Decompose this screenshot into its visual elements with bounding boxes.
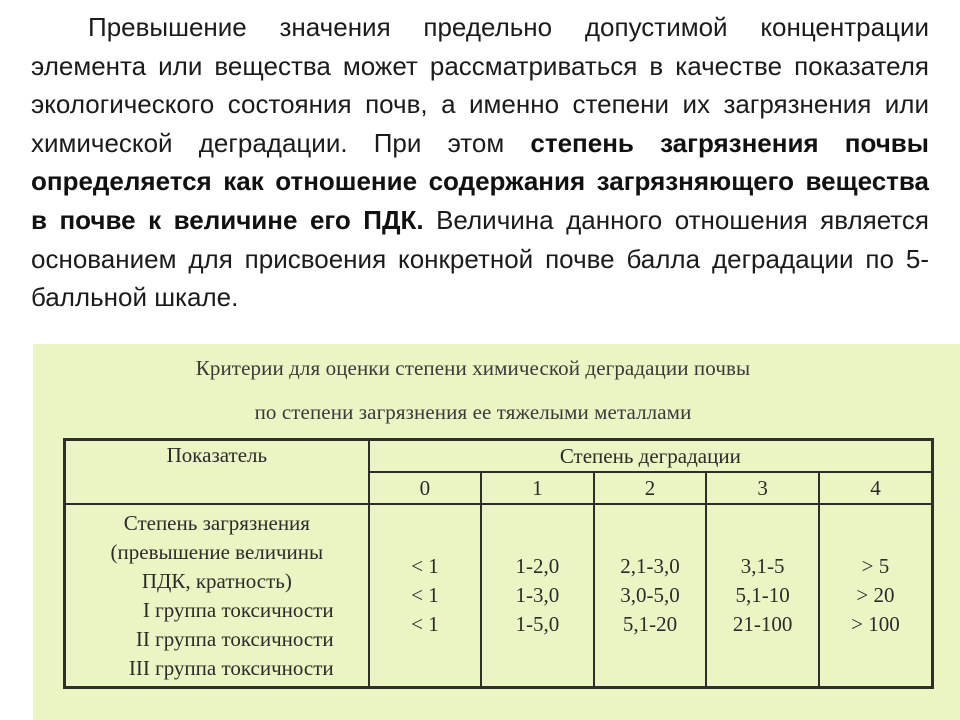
value-cell: > 100 xyxy=(851,612,900,636)
value-cell: 3,0-5,0 xyxy=(620,583,680,607)
paragraph-text-start: Превышение значения предельно допустимой концентрации элемента или вещества может рассматриваться в качестве показателя экологического состояния почв, а именно степени их загрязнения или химической деградации. При этом xyxy=(31,12,929,158)
table-caption-line-2: по степени загрязнения ее тяжелыми металлами xyxy=(254,400,692,424)
values-degree-4 xyxy=(819,504,933,688)
value-cell: 2,1-3,0 xyxy=(620,554,680,578)
degree-4: 4 xyxy=(819,472,933,504)
value-cell: 1-3,0 xyxy=(515,583,560,607)
degree-1: 1 xyxy=(481,472,594,504)
row-label-line-3: ПДК, кратность) xyxy=(141,568,292,593)
degree-3: 3 xyxy=(706,472,819,504)
intro-paragraph xyxy=(31,8,929,317)
table-row xyxy=(65,504,933,688)
values-degree-3 xyxy=(706,504,819,688)
paragraph-text-end: Величина данного отношения является основанием для присвоения конкретной почве балла деградации по 5-балльной шкале. xyxy=(31,204,929,313)
group-2-label: II группа токсичности xyxy=(135,626,334,651)
header-degree: Степень деградации xyxy=(369,440,933,473)
table-caption-line-1: Критерии для оценки степени химической деградации почвы xyxy=(195,356,751,380)
value-cell: 1-5,0 xyxy=(515,612,560,636)
value-cell: < 1 xyxy=(411,612,439,636)
values-degree-2 xyxy=(594,504,707,688)
group-3-label: III группа токсичности xyxy=(128,655,334,680)
criteria-table xyxy=(63,438,934,689)
values-degree-1 xyxy=(481,504,594,688)
values-degree-0 xyxy=(369,504,481,688)
row-label-line-1: Степень загрязнения xyxy=(123,510,310,535)
value-cell: > 5 xyxy=(861,554,890,578)
table-header-row xyxy=(65,440,933,473)
row-label-line-2: (превышение величины xyxy=(110,539,324,564)
paragraph-bold-definition: степень загрязнения почвы определяется как отношение содержания загрязняющего вещества в почве к величине его ПДК. xyxy=(31,127,929,235)
value-cell: 3,1-5 xyxy=(740,554,785,578)
degree-0: 0 xyxy=(369,472,481,504)
value-cell: > 20 xyxy=(856,583,895,607)
value-cell: 5,1-20 xyxy=(622,612,678,636)
value-cell: 5,1-10 xyxy=(735,583,790,607)
row-label-cell xyxy=(65,504,369,688)
value-cell: < 1 xyxy=(411,583,439,607)
group-1-label: I группа токсичности xyxy=(142,597,334,622)
value-cell: 1-2,0 xyxy=(515,554,560,578)
header-indicator: Показатель xyxy=(65,440,369,505)
value-cell: 21-100 xyxy=(732,612,793,636)
value-cell: < 1 xyxy=(411,554,439,578)
degree-2: 2 xyxy=(594,472,707,504)
